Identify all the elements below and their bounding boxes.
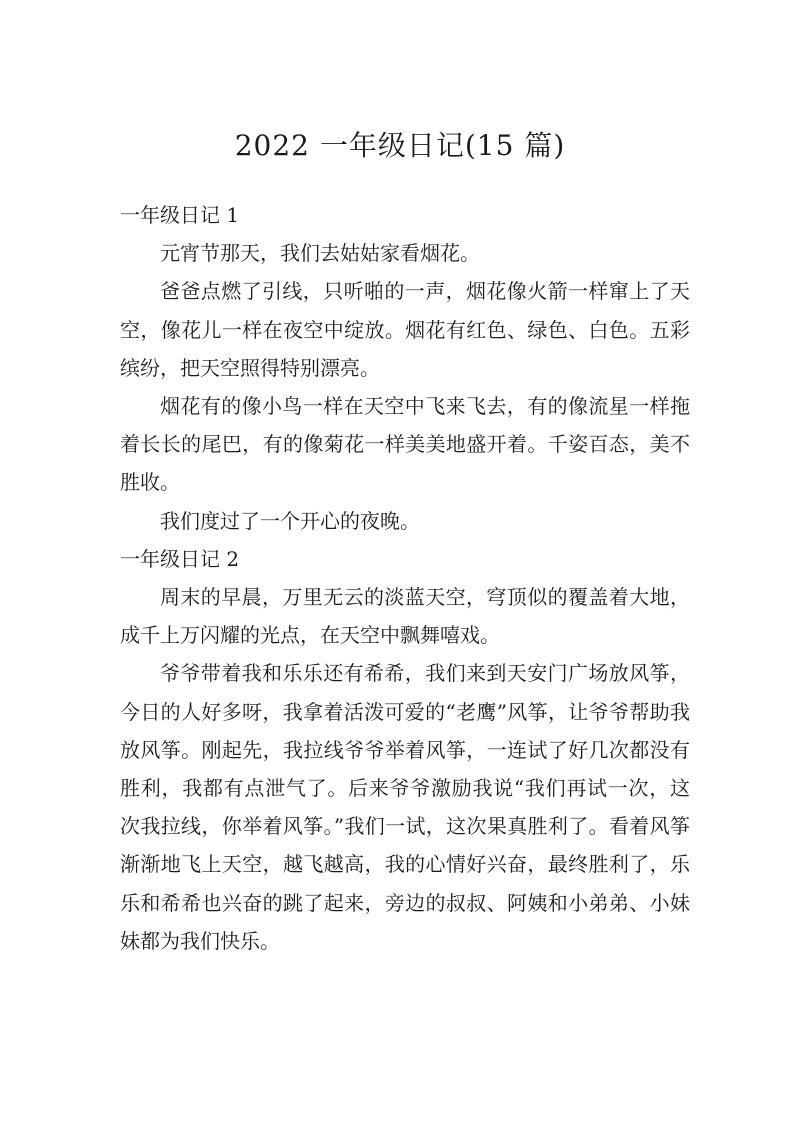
entry-heading: 一年级日记 2 [120, 546, 240, 571]
document-body [120, 196, 690, 960]
diary-entry-2 [120, 540, 690, 960]
entry-paragraph: 周末的早晨，万里无云的淡蓝天空，穹顶似的覆盖着大地，成千上万闪耀的光点，在天空中飘舞嘻戏。 [120, 585, 690, 648]
entry-heading: 一年级日记 1 [120, 203, 240, 227]
entry-paragraph: 爷爷带着我和乐乐还有希希，我们来到天安门广场放风筝，今日的人好多呀，我拿着活泼可爱的“老鹰”风筝，让爷爷帮助我放风筝。刚起先，我拉线爷爷举着风筝，一连试了好几次都没有胜利，我都有点泄气了。后来爷爷激励我说“我们再试一次，这次我拉线，你举着风筝。”我们一试，这次果真胜利了。看着风筝渐渐地飞上天空，越飞越高，我的心情好兴奋，最终胜利了，乐乐和希希也兴奋的跳了起来，旁边的叔叔、阿姨和小弟弟、小妹妹都为我们快乐。 [120, 661, 690, 953]
entry-paragraph: 元宵节那天，我们去姑姑家看烟花。 [160, 241, 480, 266]
entry-paragraph: 我们度过了一个开心的夜晚。 [160, 508, 420, 533]
entry-paragraph: 烟花有的像小鸟一样在天空中飞来飞去，有的像流星一样拖着长长的尾巴，有的像菊花一样美美地盛开着。千姿百态，美不胜收。 [120, 394, 690, 495]
document-title: 2022 一年级日记(15 篇) [234, 129, 566, 162]
entry-paragraph: 爸爸点燃了引线，只听啪的一声，烟花像火箭一样窜上了天空，像花儿一样在夜空中绽放。烟花有红色、绿色、白色。五彩缤纷，把天空照得特别漂亮。 [120, 279, 690, 380]
diary-entry-1 [120, 196, 690, 540]
